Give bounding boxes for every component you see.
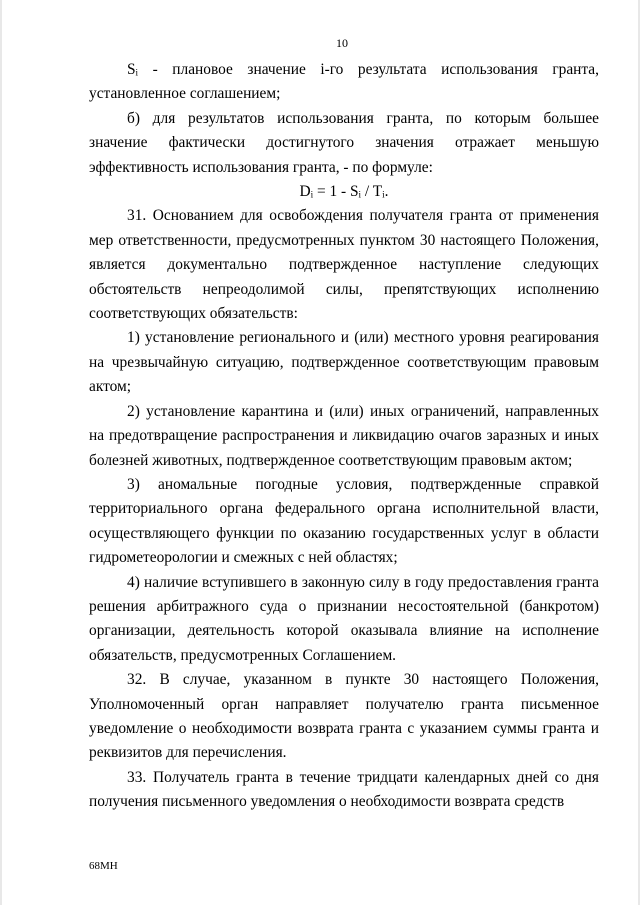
paragraph-33: 33. Получатель гранта в течение тридцати календарных дней со дня получения письменного уведомления о необходимости возврата средств (89, 768, 599, 811)
page-number: 10 (336, 36, 348, 50)
paragraph-31-item-4: 4) наличие вступившего в законную силу в году предоставления гранта решения арбитражного суда о признании несостоятельной (банкротом) организации, деятельность которой оказывала влияние на исполнение обязательств, предусмотренных Соглашением. (89, 573, 599, 664)
paragraph-31-item-3: 3) аномальные погодные условия, подтвержденные справкой территориального органа федерального органа исполнительной власти, осуществляющего функции по оказанию государственных услуг в области гидрометеорологии и смежных с ней областях; (89, 475, 599, 567)
paragraph-32: 32. В случае, указанном в пункте 30 настоящего Положения, Уполномоченный орган направляет получателю гранта письменное уведомление о необходимости возврата гранта с указанием суммы гранта и реквизитов для перечисления. (89, 671, 599, 762)
paragraph-31-item-2: 2) установление карантина и (или) иных ограничений, направленных на предотвращение распространения и ликвидацию очагов заразных и иных болезней животных, подтвержденное соответствующим правовым актом; (89, 402, 599, 469)
scan-edge-left (0, 0, 2, 905)
formula: Dᵢ = 1 - Sᵢ / Tᵢ. (299, 183, 389, 201)
footer-code: 68МН (89, 860, 118, 872)
paragraph-31: 31. Основанием для освобождения получателя гранта от применения мер ответственности, предусмотренных пунктом 30 настоящего Положения, является документально подтвержденное наступление следующих обстоятельств непреодолимой силы, препятствующих исполнению соответствующих обязательств: (89, 207, 599, 323)
paragraph-31-item-1: 1) установление регионального и (или) местного уровня реагирования на чрезвычайную ситуацию, подтвержденное соответствующим правовым актом; (89, 329, 599, 396)
paragraph-definition-s: Sᵢ - плановое значение i-го результата использования гранта, установленное соглашением; (89, 61, 599, 103)
document-body (89, 58, 599, 815)
paragraph-item-b: б) для результатов использования гранта, по которым большее значение фактически достигнутого значения отражает меньшую эффективность использования гранта, - по формуле: (89, 109, 599, 176)
